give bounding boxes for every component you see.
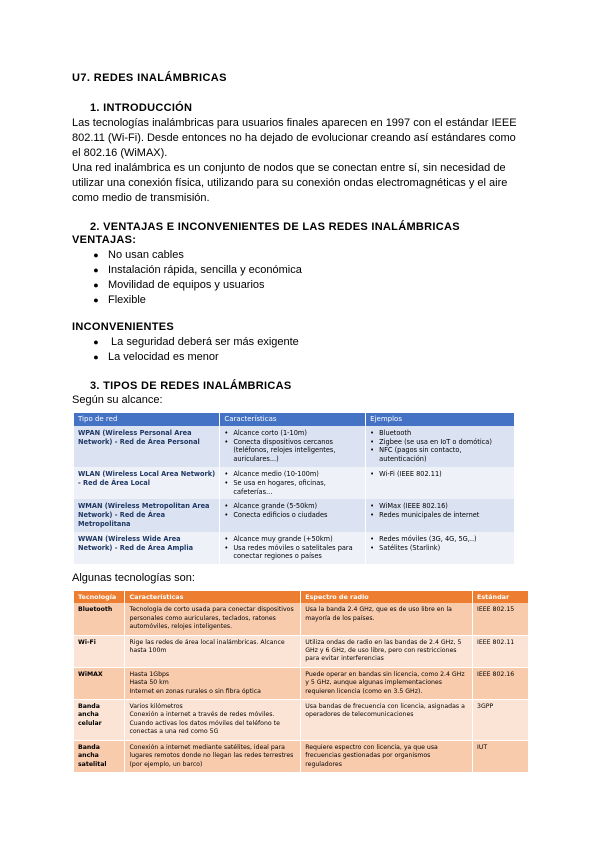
table-row (74, 667, 529, 699)
characteristics-cell: Varios kilómetros Conexión a internet a través de redes móviles. Cuando activas los datos móviles del teléfono te conectas a una red como 5G (125, 700, 301, 741)
table-header-row (74, 413, 515, 426)
table-header: Estándar (473, 591, 529, 603)
paragraph-line: el 802.16 (WiMAX). (72, 147, 168, 159)
list-item: • Redes móviles (3G, 4G, 5G,..) (370, 535, 510, 544)
network-type-cell: WWAN (Wireless Wide Area Network) - Red de Área Amplia (74, 532, 220, 564)
table-row (74, 635, 529, 667)
list-item: • Wi-Fi (IEEE 802.11) (370, 470, 510, 479)
list-item: • Bluetooth (370, 429, 510, 438)
list-item: • Alcance medio (10-100m) (224, 470, 361, 479)
bullet-icon: ● (93, 280, 99, 290)
ventajas-list (84, 248, 302, 308)
standard-cell: IUT (473, 740, 529, 772)
table-header: Tipo de red (74, 413, 220, 426)
list-item: • Alcance corto (1-10m) (224, 429, 361, 438)
list-item: • Satélites (Starlink) (370, 544, 510, 553)
table-header: Características (125, 591, 301, 603)
list-item: ● Flexible (84, 293, 302, 308)
list-item: ● La velocidad es menor (84, 350, 299, 365)
spectrum-cell: Utiliza ondas de radio en las bandas de 2.4 GHz, 5 GHz y 6 GHz, de uso libre, pero con restricciones para evitar interferencias (301, 635, 473, 667)
standard-cell: IEEE 802.11 (473, 635, 529, 667)
examples-cell (366, 499, 515, 531)
list-item: ● Movilidad de equipos y usuarios (84, 278, 302, 293)
section-3-heading: 3. TIPOS DE REDES INALÁMBRICAS (90, 380, 292, 392)
spectrum-cell: Usa bandas de frecuencia con licencia, asignadas a operadores de telecomunicaciones (301, 700, 473, 741)
network-type-cell: WLAN (Wireless Local Area Network) - Red de Área Local (74, 467, 220, 499)
characteristics-cell (220, 532, 366, 564)
section-2-heading: 2. VENTAJAS E INCONVENIENTES DE LAS REDES INALÁMBRICAS (90, 221, 460, 233)
paragraph-line: Las tecnologías inalámbricas para usuarios finales aparecen en 1997 con el estándar IEEE (72, 117, 517, 129)
table-row (74, 700, 529, 741)
table-row (74, 467, 515, 499)
tecnologias-intro: Algunas tecnologías son: (72, 572, 195, 584)
characteristics-cell: Rige las redes de área local inalámbricas. Alcance hasta 100m (125, 635, 301, 667)
characteristics-cell (220, 426, 366, 467)
technology-cell: WiMAX (74, 667, 125, 699)
table-row (74, 603, 529, 635)
table-row (74, 740, 529, 772)
network-type-cell: WMAN (Wireless Metropolitan Area Network) - Red de Área Metropolitana (74, 499, 220, 531)
standard-cell: 3GPP (473, 700, 529, 741)
table-header: Características (220, 413, 366, 426)
characteristics-cell: Hasta 1Gbps Hasta 50 km Internet en zonas rurales o sin fibra óptica (125, 667, 301, 699)
list-item: • Redes municipales de internet (370, 511, 510, 520)
network-type-cell: WPAN (Wireless Personal Area Network) - Red de Área Personal (74, 426, 220, 467)
inconvenientes-label: INCONVENIENTES (72, 321, 174, 333)
bullet-icon: ● (93, 337, 99, 347)
table-header: Espectro de radio (301, 591, 473, 603)
spectrum-cell: Usa la banda 2.4 GHz, que es de uso libre en la mayoría de los países. (301, 603, 473, 635)
section-1-heading: 1. INTRODUCCIÓN (90, 102, 193, 114)
list-item: • Usa redes móviles o satelitales para conectar regiones o países (224, 544, 361, 562)
document-title: U7. REDES INALÁMBRICAS (72, 72, 227, 84)
paragraph-line: como medio de transmisión. (72, 192, 210, 204)
list-item: ● Instalación rápida, sencilla y económica (84, 263, 302, 278)
characteristics-cell: Tecnología de corto usada para conectar dispositivos personales como auriculares, teclados, ratones automóviles, relojes inteligentes. (125, 603, 301, 635)
ventajas-label: VENTAJAS: (72, 234, 137, 246)
table-row (74, 426, 515, 467)
table-row (74, 499, 515, 531)
network-types-table (74, 413, 515, 564)
list-item: • Conecta dispositivos cercanos (teléfonos, relojes inteligentes, auriculares...) (224, 438, 361, 464)
list-item: • WiMax (IEEE 802.16) (370, 502, 510, 511)
paragraph-line: utilizar una conexión física, utilizando para su conexión ondas electromagnéticas y el aire (72, 177, 508, 189)
paragraph-line: 802.11 (Wi-Fi). Desde entonces no ha dejado de evolucionar creando así estándares como (72, 132, 516, 144)
bullet-icon: ● (93, 295, 99, 305)
examples-cell (366, 532, 515, 564)
list-item: • Se usa en hogares, oficinas, cafeterías... (224, 479, 361, 497)
examples-cell (366, 467, 515, 499)
table-row (74, 532, 515, 564)
technology-cell: Bluetooth (74, 603, 125, 635)
bullet-icon: ● (93, 352, 99, 362)
characteristics-cell: Conexión a internet mediante satélites, ideal para lugares remotos donde no llegan las redes terrestres (por ejemplo, un barco) (125, 740, 301, 772)
list-item: ● La seguridad deberá ser más exigente (84, 335, 299, 350)
standard-cell: IEEE 802.15 (473, 603, 529, 635)
list-item: • Zigbee (se usa en IoT o domótica) (370, 438, 510, 447)
bullet-icon: ● (93, 250, 99, 260)
technology-cell: Banda ancha celular (74, 700, 125, 741)
inconvenientes-list (84, 335, 299, 365)
table-header: Tecnología (74, 591, 125, 603)
alcance-intro: Según su alcance: (72, 394, 163, 406)
paragraph-line: Una red inalámbrica es un conjunto de nodos que se conectan entre sí, sin necesidad de (72, 162, 506, 174)
list-item: ● No usan cables (84, 248, 302, 263)
characteristics-cell (220, 467, 366, 499)
technology-cell: Wi-Fi (74, 635, 125, 667)
list-item: • Alcance grande (5-50km) (224, 502, 361, 511)
list-item: • Alcance muy grande (+50km) (224, 535, 361, 544)
spectrum-cell: Puede operar en bandas sin licencia, como 2.4 GHz y 5 GHz, aunque algunas implementaciones requieren licencia (como en 3.5 GHz). (301, 667, 473, 699)
spectrum-cell: Requiere espectro con licencia, ya que usa frecuencias gestionadas por organismos reguladores (301, 740, 473, 772)
list-item: • NFC (pagos sin contacto, autenticación) (370, 446, 510, 464)
bullet-icon: ● (93, 265, 99, 275)
technologies-table (74, 591, 529, 773)
section-1-body (72, 116, 532, 206)
characteristics-cell (220, 499, 366, 531)
examples-cell (366, 426, 515, 467)
table-header-row (74, 591, 529, 603)
table-header: Ejemplos (366, 413, 515, 426)
standard-cell: IEEE 802.16 (473, 667, 529, 699)
technology-cell: Banda ancha satelital (74, 740, 125, 772)
list-item: • Conecta edificios o ciudades (224, 511, 361, 520)
